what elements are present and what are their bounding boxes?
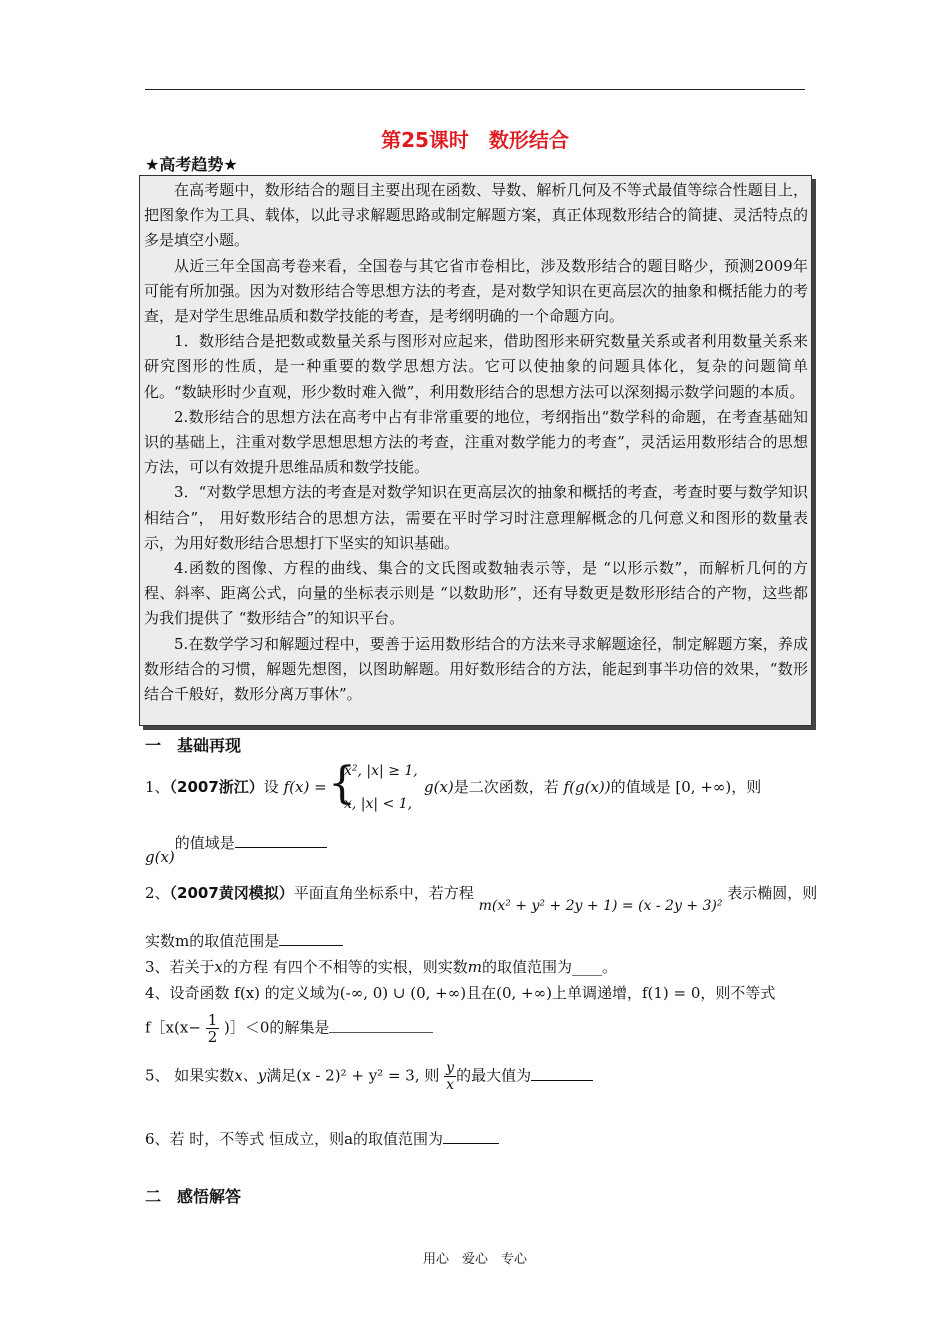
q5-equation: (x - 2)² + y² = 3, xyxy=(296,1066,420,1085)
question-4 xyxy=(145,982,775,1003)
q5-text-b: 满足 xyxy=(266,1066,297,1085)
q1-mid: 是二次函数，若 xyxy=(453,778,559,796)
question-3 xyxy=(145,956,617,977)
section-heading-1: 一 基础再现 xyxy=(145,736,242,755)
trend-paragraph: 从近三年全国高考卷来看，全国卷与其它省市卷相比，涉及数形结合的题目略少，预测2009年可能有所加强。因为对数形结合等思想方法的考查，是对数学知识在更高层次的抽象和概括能力的考查，是对学生思维品质和数学技能的考查，是考纲明确的一个命题方向。 xyxy=(144,256,808,326)
q3-var-m: m xyxy=(467,958,483,976)
q1-line2-text: 的值域是 xyxy=(174,834,235,852)
question-2-line2 xyxy=(145,930,343,951)
q1-fgx: f(g(x)) xyxy=(563,778,611,796)
q6-text: 6、若 时，不等式 恒成立，则a的取值范围为 xyxy=(145,1130,444,1148)
q4-line2-a: f［x(x− xyxy=(145,1018,201,1037)
trend-paragraph: 1．数形结合是把数或数量关系与图形对应起来，借助图形来研究数量关系或者利用数量关系来研究图形的性质，是一种重要的数学思想方法。它可以使抽象的问题具体化，复杂的问题简单化。“数缺形时少直观，形少数时难入微”，利用数形结合的思想方法可以深刻揭示数学问题的本质。 xyxy=(144,332,808,401)
q2-number: 2、 xyxy=(145,884,170,902)
question-5 xyxy=(145,1060,593,1093)
q2-line2: 实数m的取值范围是 xyxy=(145,932,280,950)
q1-answer-blank[interactable] xyxy=(235,833,327,848)
q4-frac-den: 2 xyxy=(207,1028,218,1046)
q5-text-c: 则 xyxy=(419,1066,440,1085)
q1-tail: ，则 xyxy=(731,778,762,796)
q3-var-x: x xyxy=(214,958,224,976)
q1-number: 1、 xyxy=(145,778,170,796)
trend-heading: ★高考趋势★ xyxy=(145,155,238,174)
q3-text-a: 3、若关于 xyxy=(145,958,215,976)
q5-text-a: 5、 如果实数 xyxy=(145,1066,235,1085)
question-4-line2 xyxy=(145,1012,433,1045)
q5-frac-den: x xyxy=(446,1077,455,1093)
q2-source: （2007黄冈模拟） xyxy=(169,884,294,902)
q4-answer-blank[interactable] xyxy=(329,1018,433,1033)
q5-vars: x、y xyxy=(234,1066,267,1085)
q5-frac-num: y xyxy=(446,1060,455,1076)
trend-paragraph: 3．“对数学思想方法的考查是对数学知识在更高层次的抽象和概括的考查，考查时要与数学知识相结合”， 用好数形结合的思想方法，需要在平时学习时注意理解概念的几何意义和图形的数量表示，为用好数形结合思想打下坚实的知识基础。 xyxy=(144,483,808,552)
trend-paragraph: 在高考题中，数形结合的题目主要出现在函数、导数、解析几何及不等式最值等综合性题目上，把图象作为工具、载体，以此寻求解题思路或制定解题方案，真正体现数形结合的简捷、灵活特点的多是填空小题。 xyxy=(144,181,808,250)
question-1-line2 xyxy=(145,832,327,866)
q2-answer-blank[interactable] xyxy=(279,931,343,946)
q4-line1: 4、设奇函数 f(x) 的定义域为(-∞, 0) ∪ (0, +∞)且在(0, +∞)上单调递增，f(1) = 0，则不等式 xyxy=(145,984,776,1002)
q1-mid2: 的值域是 xyxy=(610,778,671,796)
q1-fx: f(x) = xyxy=(283,778,327,796)
page-title: 第25课时 数形结合 xyxy=(381,128,569,152)
q4-fraction xyxy=(206,1012,220,1045)
q6-answer-blank[interactable] xyxy=(443,1129,499,1144)
q4-frac-num: 1 xyxy=(207,1011,218,1029)
q1-case-1: x², |x| ≥ 1, xyxy=(344,763,418,779)
q1-line2-gx: g(x) xyxy=(145,848,175,866)
q1-source: （2007浙江） xyxy=(169,778,264,796)
q1-gx: g(x) xyxy=(424,778,454,796)
page-footer: 用心 爱心 专心 xyxy=(422,1252,527,1267)
q1-range: [0, +∞) xyxy=(675,778,732,796)
q2-tail: 表示椭圆，则 xyxy=(727,884,818,902)
question-2 xyxy=(145,882,818,914)
q5-fraction xyxy=(444,1060,456,1093)
q4-line2-b: )］＜0的解集是 xyxy=(224,1018,330,1037)
trend-text xyxy=(144,178,808,707)
question-1 xyxy=(145,776,327,797)
header-rule xyxy=(145,89,805,90)
q2-text: 平面直角坐标系中，若方程 xyxy=(293,884,474,902)
trend-paragraph: 2.数形结合的思想方法在高考中占有非常重要的地位，考纲指出“数学科的命题，在考查基础知识的基础上，注重对数学思想思想方法的考查，注重对数学能力的考查”，灵活运用数形结合的思想方法，可以有效提升思维品质和数学技能。 xyxy=(144,407,808,477)
question-1-cont xyxy=(424,776,761,797)
trend-paragraph: 5.在数学学习和解题过程中，要善于运用数形结合的方法来寻求解题途径，制定解题方案，养成数形结合的习惯，解题先想图，以图助解题。用好数形结合的方法，能起到事半功倍的效果，“数形结合千般好，数形分离万事休”。 xyxy=(144,634,808,704)
q2-equation: m(x² + y² + 2y + 1) = (x - 2y + 3)² xyxy=(478,898,723,914)
section-heading-2: 二 感悟解答 xyxy=(145,1187,242,1206)
q3-text-c: 的取值范围为____。 xyxy=(482,958,618,976)
q1-case-2: x, |x| < 1, xyxy=(344,796,413,812)
q5-text-d: 的最大值为 xyxy=(456,1066,532,1085)
piecewise-brace: { xyxy=(328,758,356,809)
q3-text-b: 的方程 有四个不相等的实根，则实数 xyxy=(223,958,468,976)
trend-paragraph: 4.函数的图像、方程的曲线、集合的文氏图或数轴表示等，是 “以形示数”，而解析几何的方程、斜率、距离公式，向量的坐标表示则是 “以数助形”，还有导数更是数形形结合的产物，这些都为我们提供了 “数形结合”的知识平台。 xyxy=(144,559,808,628)
q5-answer-blank[interactable] xyxy=(531,1066,593,1081)
q1-pre: 设 xyxy=(263,778,279,796)
question-6 xyxy=(145,1128,499,1149)
